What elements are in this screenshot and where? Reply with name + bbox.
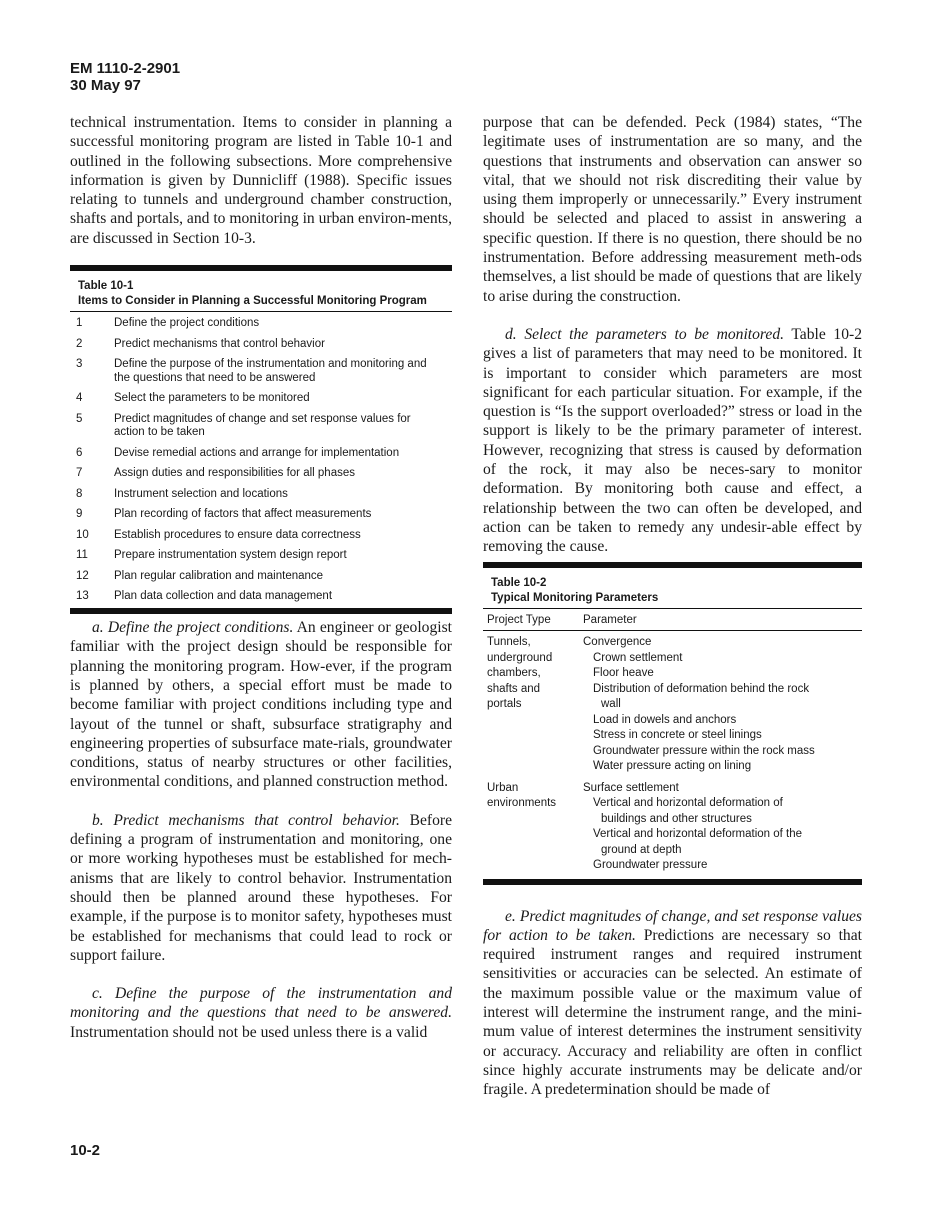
item-text: Plan recording of factors that affect measurements bbox=[114, 508, 372, 520]
parameter-line: Water pressure acting on lining bbox=[593, 760, 752, 772]
intro-paragraph: technical instrumentation. Items to consider in planning a successful monitoring program are listed in Table 10-1 and outlined in the following subsections. More comprehensive information is given by Dunnicliff (1988). Specific issues relating to tunnels and underground chamber construction, shafts and portals, and to monitoring in urban environ-ments, are discussed in Section 10-3. bbox=[70, 114, 452, 247]
table-10-1 bbox=[70, 265, 452, 614]
item-text: Assign duties and responsibilities for all phases bbox=[114, 467, 355, 479]
parameter-line: Load in dowels and anchors bbox=[593, 713, 737, 726]
table-row bbox=[70, 444, 452, 465]
document-date: 30 May 97 bbox=[70, 77, 141, 94]
project-type-line: portals bbox=[487, 698, 522, 710]
paragraph-c-heading: c. Define the purpose of the instrumentation and monitoring and the questions that need to be answered. bbox=[70, 985, 452, 1022]
project-type-line: environments bbox=[487, 797, 557, 809]
item-number: 10 bbox=[76, 528, 89, 541]
paragraph-d-heading: d. Select the parameters to be monitored. bbox=[505, 325, 785, 343]
parameter-heading: Convergence bbox=[583, 636, 652, 648]
table-row bbox=[70, 587, 452, 608]
table-title: Typical Monitoring Parameters bbox=[491, 592, 659, 604]
item-text: Prepare instrumentation system design report bbox=[114, 549, 347, 561]
parameter-line: Distribution of deformation behind the rock bbox=[593, 682, 810, 695]
column-header-parameter: Parameter bbox=[583, 614, 637, 626]
paragraph-a bbox=[70, 618, 452, 792]
table-row bbox=[70, 314, 452, 335]
paragraph-a-heading: a. Define the project conditions. bbox=[92, 619, 294, 637]
parameter-line: ground at depth bbox=[601, 843, 682, 856]
paragraph-e-text: Predictions are necessary so that required instrument ranges and required instrument sensitivities or accuracies can be selected. An estimate of the maximum possible value or the maximum value of interest will determine the instrument range, and the mini-mum value of interest determines the instrument sensitivity or accuracy. Accuracy and reliability are often in conflict since highly accurate instruments may be delicate and/or fragile. A predetermination should be made of bbox=[483, 926, 862, 1099]
table-row bbox=[70, 335, 452, 356]
table-row-group bbox=[483, 781, 862, 874]
project-type-line: underground bbox=[487, 651, 553, 664]
table-body bbox=[483, 631, 862, 879]
paragraph-a-text: An engineer or geologist familiar with the project design should be responsible for planning the monitoring program. How-ever, if the program is planned by others, a special effort must be made to become familiar with project conditions including type and layout of the tunnel or shaft, subsurface stratigraphy and engineering properties of subsurface mate-rials, groundwater conditions, status of nearby structures or other facilities, environmental conditions, and planned construction method. bbox=[70, 619, 452, 791]
paragraph-b-text: Before defining a program of instrumentation and monitoring, one or more working hypotheses must be established for mech-anisms that are likely to control behavior. Instrumentation should then be planned around these hypotheses. For example, if the purpose is to monitor safety, hypotheses must be established for mechanisms that could lead to rock or support failure. bbox=[70, 811, 452, 964]
continuation-paragraph: purpose that can be defended. Peck (1984) states, “The legitimate uses of instrumentation are so many, and the questions that instruments and observation can answer so vital, that we should not risk discrediting their value by using them improperly or unnecessarily.” Every instrument should be selected and placed to assist in answering a specific question. If there is no question, there should be no instrumentation. Before addressing measurement meth-ods themselves, a list should be made of questions that are likely to arise during the construction. bbox=[483, 114, 862, 305]
table-row bbox=[70, 546, 452, 567]
parameter-line: wall bbox=[601, 698, 621, 710]
parameter-line: buildings and other structures bbox=[601, 812, 752, 825]
page-header bbox=[70, 60, 180, 94]
item-text: Predict magnitudes of change and set response values for action to be taken bbox=[114, 412, 411, 438]
table-row bbox=[70, 355, 452, 389]
item-number: 2 bbox=[76, 337, 83, 350]
parameter-line: Groundwater pressure bbox=[593, 859, 708, 871]
item-number: 7 bbox=[76, 467, 83, 479]
project-type-line: Tunnels, bbox=[487, 636, 531, 648]
table-row bbox=[70, 410, 452, 444]
parameter-cell bbox=[583, 781, 862, 874]
parameter-line: Groundwater pressure within the rock mass bbox=[593, 744, 815, 757]
parameter-cell bbox=[583, 635, 862, 775]
item-text: Devise remedial actions and arrange for implementation bbox=[114, 446, 400, 459]
paragraph-b bbox=[70, 811, 452, 965]
item-number: 13 bbox=[76, 590, 89, 602]
table-10-2 bbox=[483, 562, 862, 885]
paragraph-d bbox=[483, 325, 862, 557]
table-title: Items to Consider in Planning a Successful Monitoring Program bbox=[78, 295, 427, 307]
parameter-line: Floor heave bbox=[593, 667, 654, 679]
item-text: Establish procedures to ensure data correctness bbox=[114, 528, 361, 541]
item-number: 5 bbox=[76, 412, 83, 425]
table-caption bbox=[70, 271, 452, 311]
item-number: 1 bbox=[76, 317, 83, 329]
item-number: 4 bbox=[76, 392, 83, 404]
item-number: 9 bbox=[76, 508, 83, 520]
parameter-heading: Surface settlement bbox=[583, 781, 679, 794]
table-row bbox=[70, 567, 452, 588]
table-number: Table 10-1 bbox=[78, 280, 134, 292]
page-number: 10-2 bbox=[70, 1142, 101, 1159]
parameter-line: Vertical and horizontal deformation of bbox=[593, 797, 783, 809]
item-text: Plan regular calibration and maintenance bbox=[114, 569, 324, 582]
item-number: 11 bbox=[76, 549, 88, 561]
project-type-line: Urban bbox=[487, 781, 519, 794]
table-row bbox=[70, 526, 452, 547]
table-row-group bbox=[483, 635, 862, 775]
table-row bbox=[70, 505, 452, 526]
table-body bbox=[70, 312, 452, 608]
table-row bbox=[70, 464, 452, 485]
item-text: Define the purpose of the instrumentation and monitoring and the questions that need to be answered bbox=[114, 358, 427, 384]
table-row bbox=[70, 485, 452, 506]
item-text: Instrument selection and locations bbox=[114, 487, 288, 500]
project-type-cell bbox=[487, 781, 583, 874]
item-number: 8 bbox=[76, 487, 83, 500]
column-header-project-type: Project Type bbox=[487, 614, 551, 626]
item-text: Predict mechanisms that control behavior bbox=[114, 337, 325, 350]
table-row bbox=[70, 389, 452, 410]
item-text: Define the project conditions bbox=[114, 317, 260, 329]
item-number: 3 bbox=[76, 358, 83, 370]
item-number: 12 bbox=[76, 569, 89, 582]
parameter-line: Crown settlement bbox=[593, 651, 683, 664]
table-number: Table 10-2 bbox=[491, 577, 547, 589]
paragraph-e bbox=[483, 907, 862, 1100]
document-number: EM 1110-2-2901 bbox=[70, 60, 181, 77]
paragraph-e-heading: e. Predict magnitudes of change, and set response values for action to be taken. bbox=[483, 907, 862, 944]
parameter-line: Stress in concrete or steel linings bbox=[593, 729, 762, 741]
parameter-line: Vertical and horizontal deformation of the bbox=[593, 828, 803, 840]
item-number: 6 bbox=[76, 446, 83, 459]
project-type-cell bbox=[487, 635, 583, 775]
project-type-line: shafts and bbox=[487, 682, 541, 695]
paragraph-c-text: Instrumentation should not be used unless there is a valid bbox=[70, 1023, 428, 1041]
table-caption bbox=[483, 568, 862, 608]
paragraph-c bbox=[70, 984, 452, 1042]
paragraph-b-heading: b. Predict mechanisms that control behavior. bbox=[92, 811, 400, 829]
table-bottom-rule bbox=[483, 879, 862, 885]
project-type-line: chambers, bbox=[487, 667, 541, 679]
item-text: Select the parameters to be monitored bbox=[114, 392, 310, 404]
item-text: Plan data collection and data management bbox=[114, 590, 333, 602]
table-bottom-rule bbox=[70, 608, 452, 614]
table-column-headers bbox=[483, 609, 862, 630]
paragraph-d-text: Table 10-2 gives a list of parameters that may need to be monitored. It is important to consider which parameters are most significant for each particular situation. For example, if the question is “Is the support overloaded?” stress or load in the support is likely to be the primary parameter of interest. However, recognizing that stress is caused by deformation of the rock, it may also be neces-sary to monitor deformation. By monitoring both cause and effect, a relationship between the two can often be developed, and action can be taken to remedy any undesir-able effect by removing the cause. bbox=[483, 325, 862, 556]
